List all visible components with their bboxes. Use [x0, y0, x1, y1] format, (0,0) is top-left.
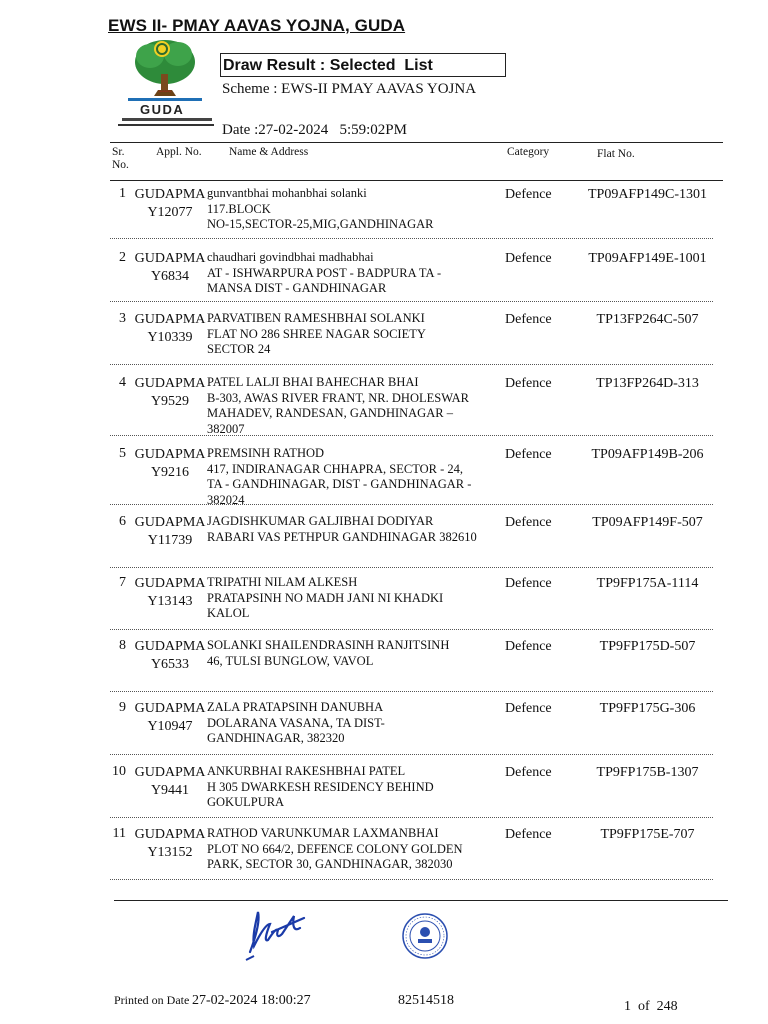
flat-number: TP09AFP149B-206 — [591, 447, 704, 462]
result-heading: Draw Result : Selected List — [220, 53, 506, 77]
page-number: 1 of 248 — [624, 999, 678, 1014]
serial-number: 3 — [119, 311, 126, 326]
address-line: DOLARANA VASANA, TA DIST- — [207, 715, 385, 730]
application-number: GUDAPMAY10339 — [134, 312, 206, 345]
row-separator — [110, 364, 713, 365]
name-address — [207, 575, 499, 622]
serial-number: 2 — [119, 250, 126, 265]
address-line: NO-15,SECTOR-25,MIG,GANDHINAGAR — [207, 217, 434, 231]
address-line: AT - ISHWARPURA POST - BADPURA TA - — [207, 265, 442, 280]
address-line: SECTOR 24 — [207, 342, 271, 356]
name-address — [207, 375, 499, 437]
logo-wordmark: GUDA — [140, 102, 185, 117]
address-line: KALOL — [207, 606, 250, 620]
address-line: PARK, SECTOR 30, GANDHINAGAR, 382030 — [207, 857, 453, 871]
row-separator — [110, 504, 713, 505]
applicant-name: RATHOD VARUNKUMAR LAXMANBHAI — [207, 826, 439, 840]
address-line: 382007 — [207, 421, 245, 436]
name-address — [207, 311, 499, 358]
address-line: GANDHINAGAR, 382320 — [207, 731, 345, 745]
serial-number: 6 — [119, 514, 126, 529]
application-number: GUDAPMAY11739 — [134, 515, 206, 548]
applicant-name: gunvantbhai mohanbhai solanki — [207, 186, 367, 200]
row-separator — [110, 817, 713, 818]
applicant-name: PREMSINH RATHOD — [207, 446, 325, 460]
applicant-name: JAGDISHKUMAR GALJIBHAI DODIYAR — [207, 514, 434, 528]
row-separator — [110, 301, 713, 302]
address-line: B-303, AWAS RIVER FRANT, NR. DHOLESWAR — [207, 390, 469, 405]
address-line: 382024 — [207, 492, 245, 507]
address-line: TA - GANDHINAGAR, DIST - GANDHINAGAR - — [207, 477, 472, 491]
footer-rule — [114, 900, 728, 901]
serial-number: 1 — [119, 186, 126, 201]
document-title: EWS II- PMAY AAVAS YOJNA, GUDA — [108, 16, 406, 35]
applicant-name: PARVATIBEN RAMESHBHAI SOLANKI — [207, 311, 425, 325]
printed-on-label: Printed on Date — [114, 993, 190, 1007]
header-flat-no: Flat No. — [597, 148, 635, 160]
name-address — [207, 764, 499, 811]
serial-number: 7 — [119, 575, 126, 590]
category: Defence — [505, 765, 552, 780]
row-separator — [110, 238, 713, 239]
address-line: MANSA DIST - GANDHINAGAR — [207, 281, 387, 295]
printed-date: 27-02-2024 18:00:27 — [192, 993, 311, 1008]
address-line: PRATAPSINH NO MADH JANI NI KHADKI — [207, 590, 444, 605]
applicant-name: ANKURBHAI RAKESHBHAI PATEL — [207, 764, 406, 778]
application-number: GUDAPMAY9216 — [134, 447, 206, 480]
name-address — [207, 250, 499, 297]
header-bottom-rule — [110, 180, 723, 181]
name-address — [207, 446, 499, 508]
category: Defence — [505, 576, 552, 591]
header-top-rule — [110, 142, 723, 143]
serial-number: 5 — [119, 446, 126, 461]
applicant-name: ZALA PRATAPSINH DANUBHA — [207, 700, 384, 714]
header-sr-no: No. — [112, 159, 129, 171]
header-name-address: Name & Address — [229, 146, 309, 158]
application-number: GUDAPMAY13152 — [134, 827, 206, 860]
name-address — [207, 514, 499, 545]
application-number: GUDAPMAY9529 — [134, 376, 206, 409]
address-line: PLOT NO 664/2, DEFENCE COLONY GOLDEN — [207, 841, 463, 856]
category: Defence — [505, 639, 552, 654]
row-separator — [110, 879, 713, 880]
flat-number: TP09AFP149F-507 — [592, 515, 703, 530]
row-separator — [110, 691, 713, 692]
header-appl-no: Appl. No. — [156, 146, 202, 158]
category: Defence — [505, 312, 552, 327]
application-number: GUDAPMAY12077 — [134, 187, 206, 220]
address-line: RABARI VAS PETHPUR GANDHINAGAR 382610 — [207, 529, 477, 544]
applicant-name: chaudhari govindbhai madhabhai — [207, 250, 374, 264]
name-address — [207, 638, 499, 669]
address-line: GOKULPURA — [207, 795, 285, 809]
serial-number: 8 — [119, 638, 126, 653]
category: Defence — [505, 187, 552, 202]
flat-number: TP13FP264D-313 — [596, 376, 699, 391]
address-line: FLAT NO 286 SHREE NAGAR SOCIETY — [207, 326, 426, 341]
category: Defence — [505, 251, 552, 266]
applicant-name: TRIPATHI NILAM ALKESH — [207, 575, 358, 589]
application-number: GUDAPMAY6834 — [134, 251, 206, 284]
address-line: 117.BLOCK — [207, 201, 271, 216]
flat-number: TP9FP175D-507 — [599, 639, 696, 654]
svg-text:~~~: ~~~ — [158, 87, 172, 96]
signature — [242, 906, 312, 964]
serial-number: 11 — [112, 826, 126, 841]
header-sr: Sr. — [112, 146, 125, 158]
category: Defence — [505, 515, 552, 530]
applicant-name: PATEL LALJI BHAI BAHECHAR BHAI — [207, 375, 419, 389]
official-seal — [400, 911, 450, 961]
name-address — [207, 186, 499, 233]
name-address — [207, 700, 499, 747]
row-separator — [110, 754, 713, 755]
serial-number: 9 — [119, 700, 126, 715]
category: Defence — [505, 447, 552, 462]
serial-number: 4 — [119, 375, 126, 390]
category: Defence — [505, 376, 552, 391]
flat-number: TP09AFP149C-1301 — [587, 187, 708, 202]
application-number: GUDAPMAY13143 — [134, 576, 206, 609]
name-address — [207, 826, 499, 873]
serial-number: 10 — [112, 764, 126, 779]
draw-date: Date :27-02-2024 5:59:02PM — [222, 122, 407, 138]
flat-number: TP9FP175A-1114 — [596, 576, 699, 591]
header-category: Category — [507, 146, 550, 158]
flat-number: TP13FP264C-507 — [596, 312, 699, 327]
application-number: GUDAPMAY9441 — [134, 765, 206, 798]
flat-number: TP9FP175E-707 — [600, 827, 695, 842]
row-separator — [110, 629, 713, 630]
application-number: GUDAPMAY10947 — [134, 701, 206, 734]
logo-underline — [122, 118, 212, 121]
address-line: MAHADEV, RANDESAN, GANDHINAGAR – — [207, 406, 453, 420]
flat-number: TP09AFP149E-1001 — [588, 251, 707, 266]
row-separator — [110, 435, 713, 436]
address-line: 417, INDIRANAGAR CHHAPRA, SECTOR - 24, — [207, 461, 464, 476]
row-separator — [110, 567, 713, 568]
flat-number: TP9FP175B-1307 — [596, 765, 699, 780]
category: Defence — [505, 701, 552, 716]
applicant-name: SOLANKI SHAILENDRASINH RANJITSINH — [207, 638, 450, 652]
logo-underline-2 — [118, 124, 214, 126]
address-line: 46, TULSI BUNGLOW, VAVOL — [207, 653, 374, 668]
print-id: 82514518 — [398, 993, 454, 1008]
application-number: GUDAPMAY6533 — [134, 639, 206, 672]
scheme-label: Scheme : EWS-II PMAY AAVAS YOJNA — [222, 81, 477, 97]
address-line: H 305 DWARKESH RESIDENCY BEHIND — [207, 779, 434, 794]
category: Defence — [505, 827, 552, 842]
flat-number: TP9FP175G-306 — [599, 701, 696, 716]
